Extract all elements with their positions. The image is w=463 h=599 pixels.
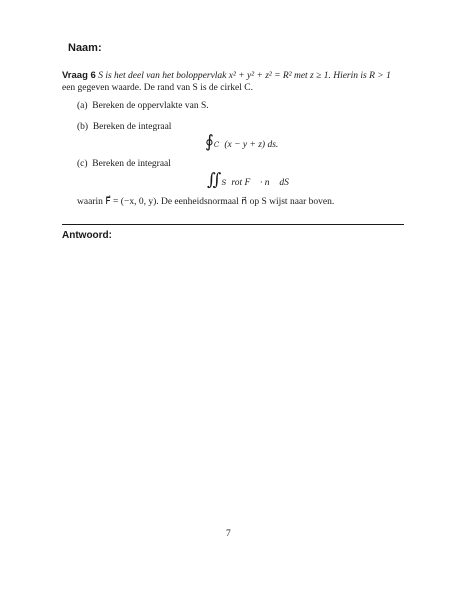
part-c-marker: (c) [77,159,88,169]
answer-label: Antwoord: [62,230,112,241]
contour-integral-symbol: ∮ [205,132,214,152]
question-intro-line2: een gegeven waarde. De rand van S is de cirkel C. [62,83,253,93]
formula-c-subscript: S [221,179,227,187]
question-intro-line1: S is het deel van het boloppervlak x² + y² + z² = R² met z ≥ 1. Hierin is R > 1 [98,71,391,81]
formula-c [207,170,289,189]
question-block [62,70,407,82]
part-c [77,158,171,170]
formula-c-body: rot F⃗ · n⃗ dS [231,178,289,188]
formula-b-subscript: C [213,141,220,149]
page-number: 7 [226,529,231,539]
part-b-text: Bereken de integraal [92,122,172,132]
double-integral-symbol: ∬ [207,170,222,190]
name-label: Naam: [68,42,102,54]
part-a [77,100,209,112]
divider [62,224,404,225]
part-c-text: Bereken de integraal [92,159,171,169]
formula-b-body: (x − y + z) ds. [224,140,279,150]
formula-b [205,132,278,151]
part-b [77,121,171,133]
question-number: Vraag 6 [62,70,96,81]
question-note: waarin F⃗ = (−x, 0, y). De eenheidsnormaal n⃗ op S wijst naar boven. [77,197,335,207]
part-a-text: Bereken de oppervlakte van S. [92,101,209,111]
part-b-marker: (b) [77,122,89,132]
part-a-marker: (a) [77,101,88,111]
